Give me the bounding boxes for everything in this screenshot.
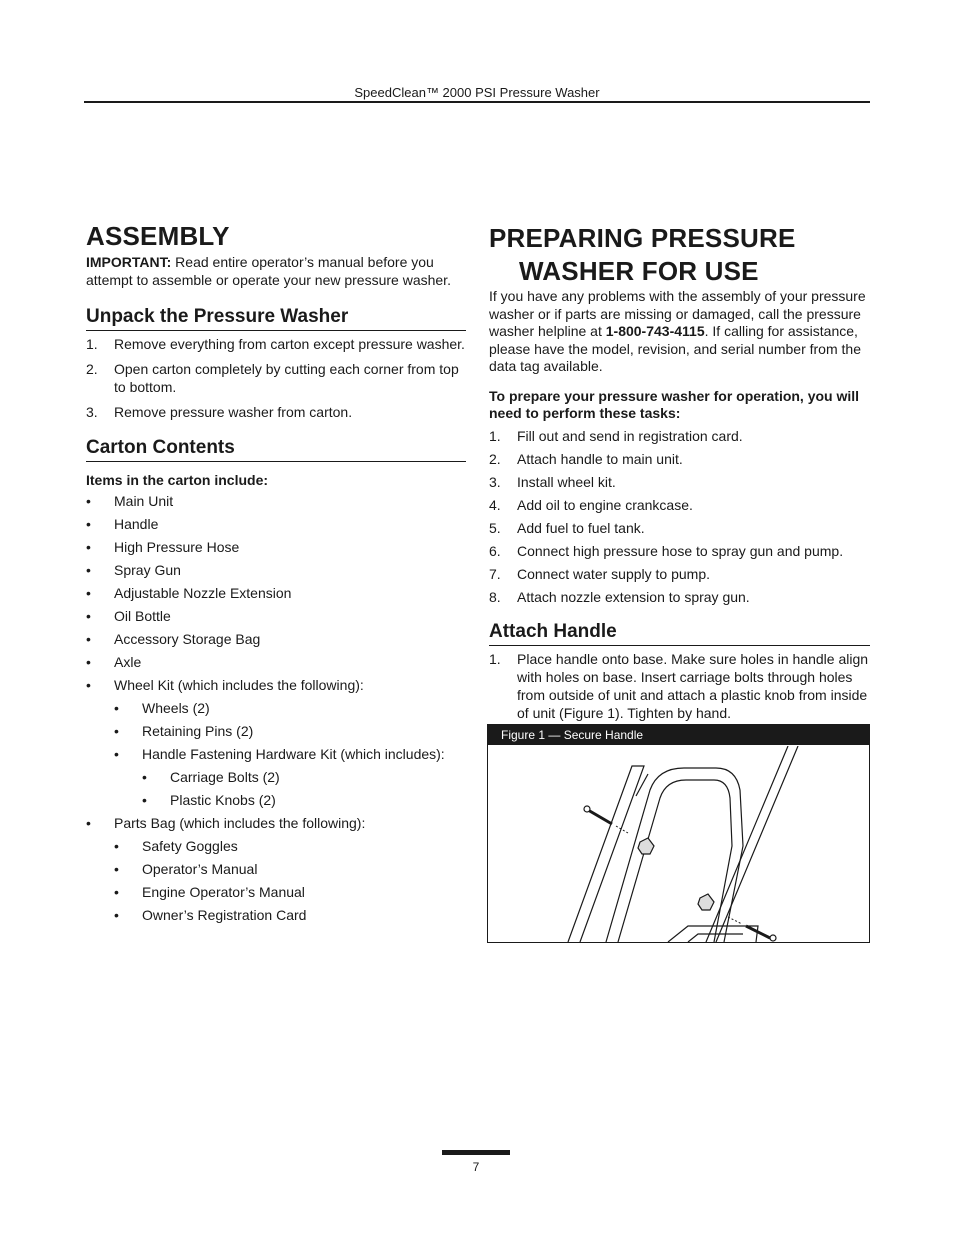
list-item: • Main Unit — [86, 493, 174, 509]
list-item: • Adjustable Nozzle Extension — [86, 585, 292, 601]
handle-assembly-illustration — [488, 746, 869, 942]
plastic-knob-left — [638, 838, 654, 854]
important-text: Read entire operator’s manual before you attempt to assemble or operate your new pressure washer. — [86, 254, 451, 288]
list-item: • Carriage Bolts (2) — [142, 769, 280, 785]
list-item: • Operator’s Manual — [114, 861, 258, 877]
list-item: • Wheels (2) — [114, 700, 210, 716]
list-item: • Wheel Kit (which includes the following): — [86, 677, 364, 693]
list-item: • Owner’s Registration Card — [114, 907, 307, 923]
important-label: IMPORTANT: — [86, 254, 172, 270]
unpack-heading: Unpack the Pressure Washer — [86, 306, 466, 331]
list-item: • High Pressure Hose — [86, 539, 240, 555]
helpline-paragraph: If you have any problems with the assembly of your pressure washer or if parts are missing or damaged, call the pressure washer helpline at 1-800-743-4115. If calling for assistance, please have the model, revision, and serial number from the data tag available. — [489, 288, 866, 374]
list-item: • Safety Goggles — [114, 838, 238, 854]
list-item: • Retaining Pins (2) — [114, 723, 254, 739]
attach-handle-heading: Attach Handle — [489, 621, 870, 646]
carriage-bolt-right — [728, 917, 776, 941]
task-item: 8. Attach nozzle extension to spray gun. — [489, 588, 750, 605]
task-item: 4. Add oil to engine crankcase. — [489, 496, 693, 513]
important-note — [86, 253, 466, 289]
list-item: • Handle — [86, 516, 159, 532]
attach-step: 1. Place handle onto base. Make sure holes in handle align with holes on base. Insert carriage bolts through holes from outside of unit and attach a plastic knob from inside of unit (Figure 1). Tighten by hand. — [489, 650, 869, 721]
task-item: 2. Attach handle to main unit. — [489, 450, 683, 467]
tasks-intro: To prepare your pressure washer for operation, you will need to perform these tasks: — [489, 387, 860, 421]
list-item: • Parts Bag (which includes the following): — [86, 815, 366, 831]
carton-items — [86, 492, 466, 924]
list-item: • Plastic Knobs (2) — [142, 792, 276, 808]
list-item: • Engine Operator’s Manual — [114, 884, 305, 900]
helpline-phone: 1-800-743-4115 — [605, 323, 705, 339]
list-item: • Accessory Storage Bag — [86, 631, 261, 647]
list-item: • Axle — [86, 654, 142, 670]
figure-caption: Figure 1 — Secure Handle — [488, 725, 869, 745]
unpack-step: 3. Remove pressure washer from carton. — [86, 404, 353, 420]
page-number: 7 — [472, 1160, 480, 1174]
task-item: 6. Connect high pressure hose to spray gun and pump. — [489, 542, 844, 559]
attach-steps — [489, 650, 870, 722]
list-item: • Spray Gun — [86, 562, 181, 578]
plastic-knob-right — [698, 894, 714, 910]
unpack-step: 1. Remove everything from carton except pressure washer. — [86, 336, 465, 352]
tasks-list — [489, 427, 870, 606]
left-column — [86, 222, 466, 924]
preparing-heading: PREPARING PRESSURE WASHER FOR USE — [489, 223, 796, 286]
task-item: 7. Connect water supply to pump. — [489, 565, 710, 582]
carton-contents-heading: Carton Contents — [86, 437, 466, 462]
task-item: 5. Add fuel to fuel tank. — [489, 519, 645, 536]
task-item: 3. Install wheel kit. — [489, 473, 616, 490]
footer-bar — [442, 1150, 510, 1155]
task-item: 1. Fill out and send in registration card. — [489, 427, 743, 444]
figure-secure-handle — [487, 724, 870, 943]
header-rule — [84, 101, 870, 103]
unpack-step: 2. Open carton completely by cutting each corner from top to bottom. — [86, 361, 459, 395]
list-item: • Oil Bottle — [86, 608, 171, 624]
right-column — [489, 222, 870, 722]
carton-intro: Items in the carton include: — [86, 472, 269, 488]
running-header: SpeedClean™ 2000 PSI Pressure Washer — [354, 85, 600, 100]
unpack-steps — [86, 335, 466, 421]
list-item: • Handle Fastening Hardware Kit (which includes): — [114, 746, 445, 762]
assembly-heading: ASSEMBLY — [86, 221, 230, 251]
